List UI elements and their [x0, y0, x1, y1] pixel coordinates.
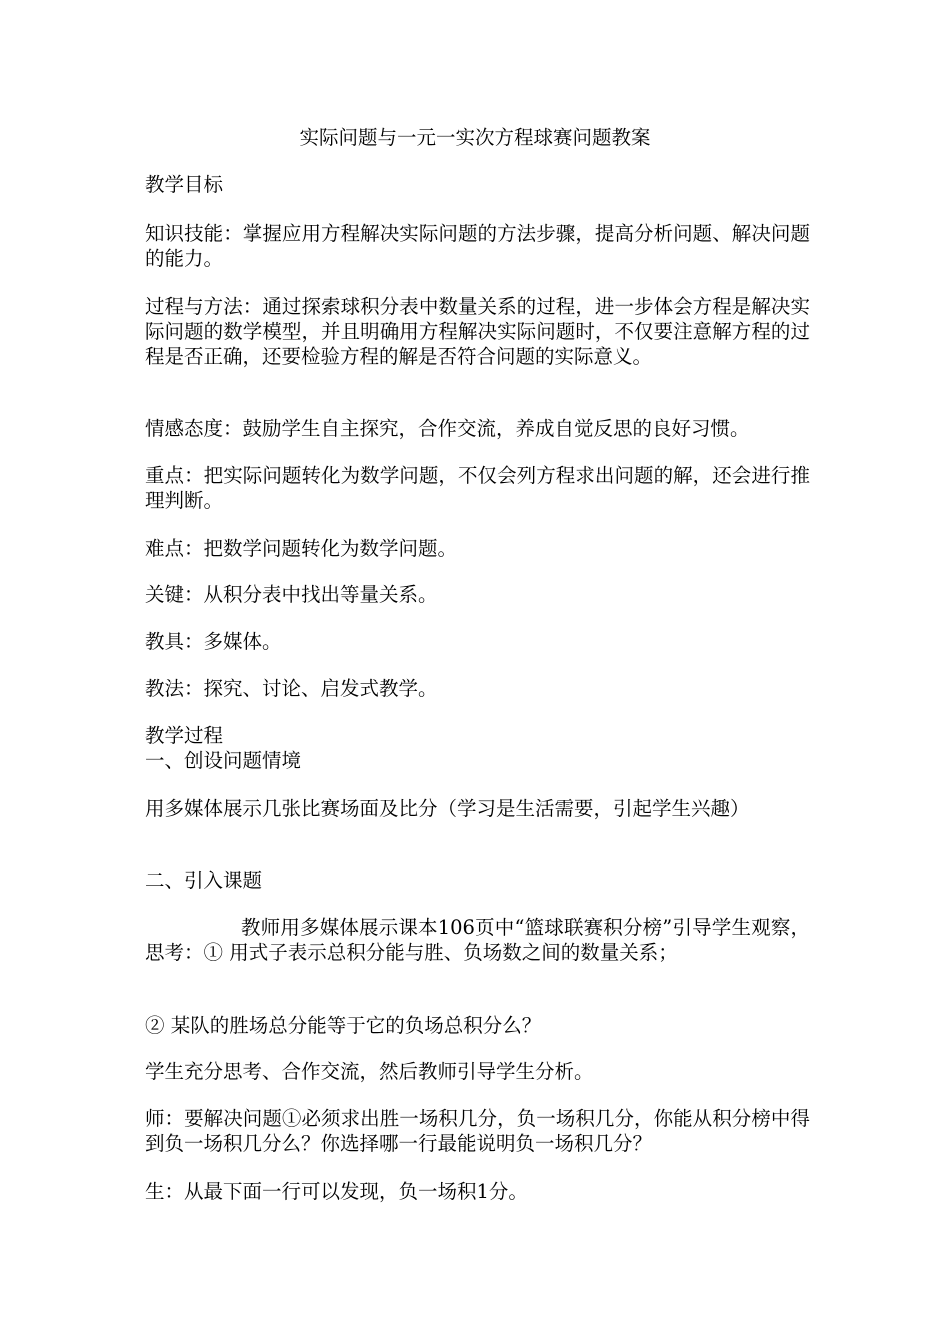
paragraph-teaching-aids: 教具：多媒体。: [145, 630, 282, 653]
paragraph-difficulties: 难点：把数学问题转化为数学问题。: [145, 537, 458, 560]
heading-section-one: 一、创设问题情境: [145, 749, 302, 772]
heading-teaching-process: 教学过程: [145, 724, 224, 747]
paragraph-key: 关键：从积分表中找出等量关系。: [145, 583, 438, 606]
paragraph-teacher-question: 师：要解决问题①必须求出胜一场积几分，负一场积几分，你能从积分榜中得到负一场积几分么？你选择哪一行最能说明负一场积几分？: [145, 1107, 810, 1155]
paragraph-knowledge-skills: 知识技能：掌握应用方程解决实际问题的方法步骤，提高分析问题、解决问题的能力。: [145, 222, 810, 270]
paragraph-emotional-attitude: 情感态度：鼓励学生自主探究，合作交流，养成自觉反思的良好习惯。: [145, 417, 750, 440]
paragraph-multimedia-display: 用多媒体展示几张比赛场面及比分（学习是生活需要，引起学生兴趣）: [145, 797, 750, 820]
paragraph-teaching-method: 教法：探究、讨论、启发式教学。: [145, 677, 438, 700]
heading-section-two: 二、引入课题: [145, 869, 263, 892]
paragraph-process-methods: 过程与方法：通过探索球积分表中数量关系的过程，进一步体会方程是解决实际问题的数学模型，并且明确用方程解决实际问题时，不仅要注意解方程的过程是否正确，还要检验方程的解是否符合问题的实际意义。: [145, 295, 810, 368]
heading-teaching-goals: 教学目标: [145, 173, 224, 196]
document-title: 实际问题与一元一实次方程球赛问题教案: [299, 126, 651, 149]
paragraph-student-answer: 生：从最下面一行可以发现，负一场积1分。: [145, 1180, 528, 1203]
paragraph-textbook-leaderboard: 教师用多媒体展示课本106页中“篮球联赛积分榜”引导学生观察，思考：① 用式子表示总积分能与胜、负场数之间的数量关系；: [145, 916, 810, 964]
paragraph-students-think: 学生充分思考、合作交流，然后教师引导学生分析。: [145, 1060, 594, 1083]
paragraph-question-two: ② 某队的胜场总分能等于它的负场总积分么？: [145, 1014, 542, 1037]
paragraph-key-points: 重点：把实际问题转化为数学问题，不仅会列方程求出问题的解，还会进行推理判断。: [145, 464, 810, 512]
